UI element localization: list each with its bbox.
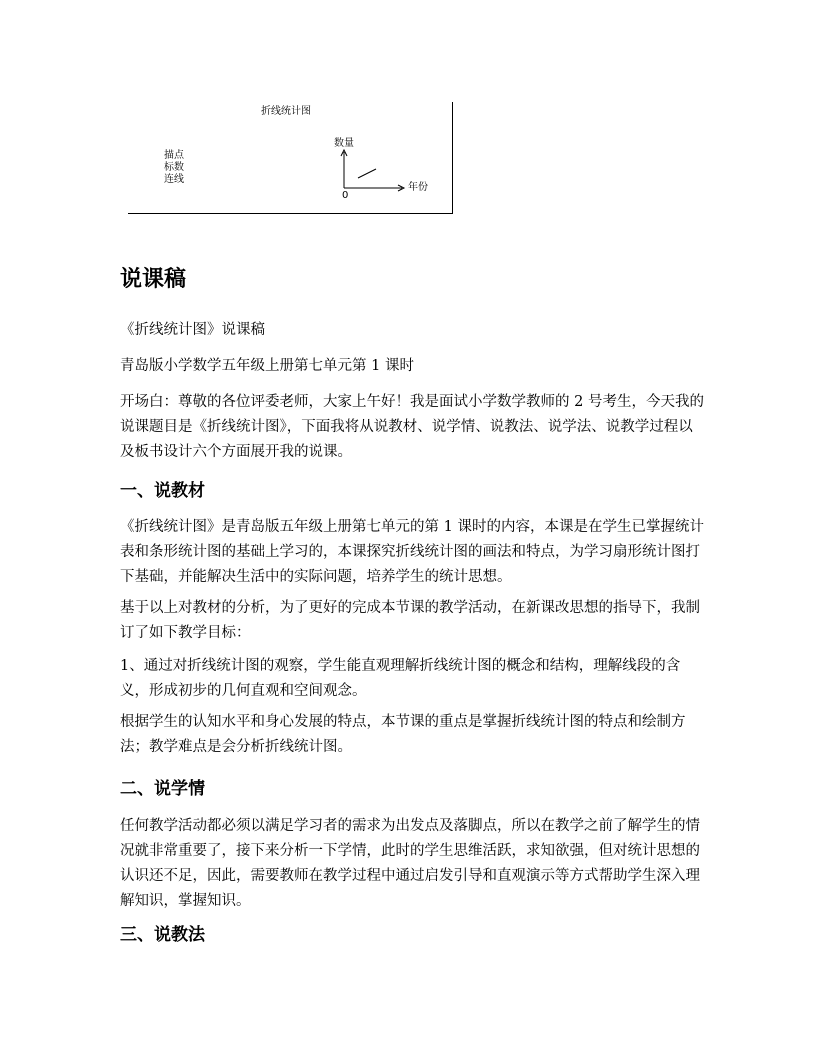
opening-paragraph: 开场白：尊敬的各位评委老师，大家上午好！我是面试小学数学教师的 2 号考生，今天我的说课题目是《折线统计图》，下面我将从说教材、说学情、说教法、说学法、说教学过程以及板书设计六个方面展开我的说课。: [120, 394, 704, 460]
section-1-para-2: 基于以上对教材的分析，为了更好的完成本节课的教学活动，在新课改思想的指导下，我制订了如下教学目标：: [120, 600, 700, 641]
board-y-axis-label: 数量: [334, 138, 354, 149]
section-1-para-1: 《折线统计图》是青岛版五年级上册第七单元的第 1 课时的内容，本课是在学生已掌握统计表和条形统计图的基础上学习的，本课探究折线统计图的画法和特点，为学习扇形统计图打下基础，并能解决生活中的实际问题，培养学生的统计思想。: [120, 519, 704, 585]
board-title: 折线统计图: [261, 106, 311, 117]
edition-line: 青岛版小学数学五年级上册第七单元第 1 课时: [120, 358, 414, 374]
section-2-para-1: 任何教学活动都必须以满足学习者的需求为出发点及落脚点，所以在教学之前了解学生的情况就非常重要了，接下来分析一下学情，此时的学生思维活跃，求知欲强，但对统计思想的认识还不足，因此，需要教师在教学过程中通过启发引导和直观演示等方式帮助学生深入理解知识，掌握知识。: [120, 818, 700, 909]
board-step-3: 连线: [164, 174, 184, 185]
section-1-para-4: 根据学生的认知水平和身心发展的特点，本节课的重点是掌握折线统计图的特点和绘制方法；教学难点是会分析折线统计图。: [120, 714, 686, 755]
page-title: 说课稿: [120, 267, 187, 292]
section-1-heading: 一、说教材: [120, 481, 205, 501]
board-step-2: 标数: [164, 162, 184, 173]
board-axes: [128, 102, 452, 213]
board-step-1: 描点: [164, 150, 184, 161]
section-1-para-3: 1、通过对折线统计图的观察，学生能直观理解折线统计图的概念和结构，理解线段的含义，形成初步的几何直观和空间观念。: [120, 658, 681, 699]
section-3-heading: 三、说教法: [120, 925, 205, 945]
board-origin-label: 0: [342, 190, 349, 201]
lesson-title-line: 《折线统计图》说课稿: [120, 322, 265, 338]
blackboard-sketch: [128, 102, 453, 214]
board-x-axis-label: 年份: [408, 182, 428, 193]
board-sample-line: [358, 169, 376, 178]
section-2-heading: 二、说学情: [120, 779, 205, 799]
